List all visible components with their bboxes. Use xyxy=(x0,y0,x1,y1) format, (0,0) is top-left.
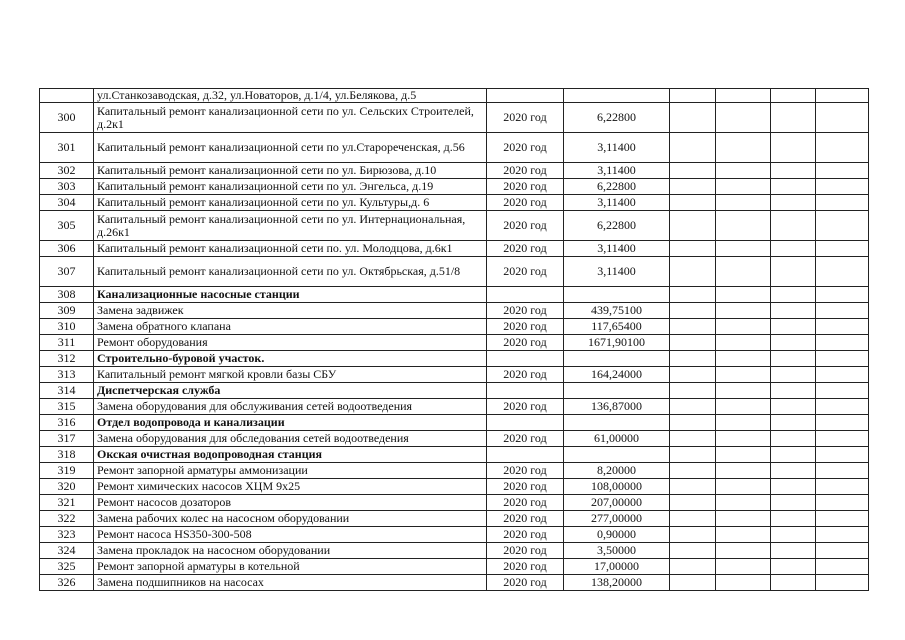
empty-cell xyxy=(670,103,716,133)
row-year-cell: 2020 год xyxy=(487,511,564,527)
empty-cell xyxy=(771,447,816,463)
empty-cell xyxy=(670,559,716,575)
row-number-cell: 321 xyxy=(40,495,94,511)
empty-cell xyxy=(716,415,771,431)
row-year-cell xyxy=(487,383,564,399)
empty-cell xyxy=(771,257,816,287)
empty-cell xyxy=(716,399,771,415)
empty-cell xyxy=(771,179,816,195)
row-description-cell: Замена прокладок на насосном оборудовании xyxy=(94,543,487,559)
row-description-cell: Замена подшипников на насосах xyxy=(94,575,487,591)
empty-cell xyxy=(771,511,816,527)
table-row xyxy=(40,241,869,257)
row-year-cell xyxy=(487,89,564,103)
row-description-cell: Капитальный ремонт канализационной сети по ул. Бирюзова, д.10 xyxy=(94,163,487,179)
empty-cell xyxy=(716,89,771,103)
row-value-cell: 164,24000 xyxy=(564,367,670,383)
empty-cell xyxy=(716,495,771,511)
row-number-cell: 301 xyxy=(40,133,94,163)
empty-cell xyxy=(670,415,716,431)
row-year-cell: 2020 год xyxy=(487,543,564,559)
empty-cell xyxy=(716,543,771,559)
row-number-cell: 319 xyxy=(40,463,94,479)
table-row xyxy=(40,479,869,495)
row-year-cell: 2020 год xyxy=(487,195,564,211)
table-row xyxy=(40,195,869,211)
empty-cell xyxy=(771,303,816,319)
empty-cell xyxy=(816,511,869,527)
table-row xyxy=(40,335,869,351)
empty-cell xyxy=(771,163,816,179)
row-number-cell: 302 xyxy=(40,163,94,179)
row-value-cell: 17,00000 xyxy=(564,559,670,575)
empty-cell xyxy=(716,431,771,447)
row-description-cell: Отдел водопровода и канализации xyxy=(94,415,487,431)
row-value-cell: 136,87000 xyxy=(564,399,670,415)
row-number-cell: 306 xyxy=(40,241,94,257)
row-description-cell: Капитальный ремонт канализационной сети по ул. Сельских Строителей, д.2к1 xyxy=(94,103,487,133)
empty-cell xyxy=(816,303,869,319)
empty-cell xyxy=(670,527,716,543)
row-value-cell: 6,22800 xyxy=(564,103,670,133)
empty-cell xyxy=(816,479,869,495)
empty-cell xyxy=(816,133,869,163)
empty-cell xyxy=(670,133,716,163)
empty-cell xyxy=(771,351,816,367)
row-number-cell: 312 xyxy=(40,351,94,367)
empty-cell xyxy=(771,335,816,351)
empty-cell xyxy=(670,211,716,241)
empty-cell xyxy=(771,399,816,415)
empty-cell xyxy=(670,241,716,257)
row-description-cell: ул.Станкозаводская, д.32, ул.Новаторов, д.1/4, ул.Белякова, д.5 xyxy=(94,89,487,103)
table-row xyxy=(40,103,869,133)
empty-cell xyxy=(771,415,816,431)
row-value-cell xyxy=(564,89,670,103)
row-value-cell: 277,00000 xyxy=(564,511,670,527)
table-row xyxy=(40,163,869,179)
empty-cell xyxy=(716,511,771,527)
empty-cell xyxy=(670,179,716,195)
empty-cell xyxy=(670,479,716,495)
empty-cell xyxy=(670,195,716,211)
empty-cell xyxy=(771,103,816,133)
empty-cell xyxy=(670,367,716,383)
row-description-cell: Замена рабочих колес на насосном оборудовании xyxy=(94,511,487,527)
row-description-cell: Капитальный ремонт канализационной сети по ул. Культуры,д. 6 xyxy=(94,195,487,211)
row-year-cell: 2020 год xyxy=(487,431,564,447)
empty-cell xyxy=(816,351,869,367)
empty-cell xyxy=(816,195,869,211)
row-description-cell: Окская очистная водопроводная станция xyxy=(94,447,487,463)
row-value-cell: 1671,90100 xyxy=(564,335,670,351)
empty-cell xyxy=(816,89,869,103)
table-row xyxy=(40,543,869,559)
empty-cell xyxy=(816,257,869,287)
empty-cell xyxy=(670,511,716,527)
row-description-cell: Диспетчерская служба xyxy=(94,383,487,399)
row-value-cell: 8,20000 xyxy=(564,463,670,479)
table-row xyxy=(40,303,869,319)
row-year-cell: 2020 год xyxy=(487,527,564,543)
row-description-cell: Ремонт запорной арматуры в котельной xyxy=(94,559,487,575)
empty-cell xyxy=(816,241,869,257)
works-table xyxy=(39,88,869,591)
row-value-cell: 6,22800 xyxy=(564,179,670,195)
table-row xyxy=(40,415,869,431)
table-row xyxy=(40,431,869,447)
row-number-cell: 311 xyxy=(40,335,94,351)
empty-cell xyxy=(670,495,716,511)
empty-cell xyxy=(716,211,771,241)
row-number-cell: 323 xyxy=(40,527,94,543)
empty-cell xyxy=(816,399,869,415)
row-number-cell: 320 xyxy=(40,479,94,495)
row-value-cell: 439,75100 xyxy=(564,303,670,319)
empty-cell xyxy=(716,133,771,163)
empty-cell xyxy=(771,543,816,559)
empty-cell xyxy=(670,447,716,463)
empty-cell xyxy=(670,431,716,447)
empty-cell xyxy=(771,559,816,575)
row-value-cell xyxy=(564,351,670,367)
row-year-cell: 2020 год xyxy=(487,367,564,383)
table-row xyxy=(40,287,869,303)
row-value-cell: 3,11400 xyxy=(564,195,670,211)
empty-cell xyxy=(771,133,816,163)
empty-cell xyxy=(716,257,771,287)
row-description-cell: Капитальный ремонт канализационной сети по ул. Энгельса, д.19 xyxy=(94,179,487,195)
row-description-cell: Замена оборудования для обслуживания сетей водоотведения xyxy=(94,399,487,415)
row-value-cell: 207,00000 xyxy=(564,495,670,511)
empty-cell xyxy=(716,575,771,591)
row-value-cell xyxy=(564,383,670,399)
row-value-cell: 3,11400 xyxy=(564,133,670,163)
empty-cell xyxy=(771,479,816,495)
row-year-cell: 2020 год xyxy=(487,319,564,335)
empty-cell xyxy=(771,211,816,241)
row-year-cell: 2020 год xyxy=(487,495,564,511)
row-number-cell: 315 xyxy=(40,399,94,415)
row-value-cell: 61,00000 xyxy=(564,431,670,447)
row-number-cell: 305 xyxy=(40,211,94,241)
row-number-cell: 310 xyxy=(40,319,94,335)
empty-cell xyxy=(670,543,716,559)
empty-cell xyxy=(670,303,716,319)
row-year-cell: 2020 год xyxy=(487,241,564,257)
row-description-cell: Капитальный ремонт канализационной сети по ул. Интернациональная, д.26к1 xyxy=(94,211,487,241)
row-description-cell: Капитальный ремонт канализационной сети по. ул. Молодцова, д.6к1 xyxy=(94,241,487,257)
row-year-cell: 2020 год xyxy=(487,163,564,179)
empty-cell xyxy=(816,211,869,241)
empty-cell xyxy=(716,527,771,543)
empty-cell xyxy=(771,431,816,447)
empty-cell xyxy=(670,257,716,287)
row-year-cell: 2020 год xyxy=(487,133,564,163)
row-value-cell: 108,00000 xyxy=(564,479,670,495)
empty-cell xyxy=(716,319,771,335)
empty-cell xyxy=(816,335,869,351)
table-body xyxy=(40,89,869,591)
row-description-cell: Капитальный ремонт канализационной сети по ул. Октябрьская, д.51/8 xyxy=(94,257,487,287)
row-description-cell: Канализационные насосные станции xyxy=(94,287,487,303)
row-year-cell: 2020 год xyxy=(487,463,564,479)
row-description-cell: Ремонт химических насосов ХЦМ 9х25 xyxy=(94,479,487,495)
row-description-cell: Ремонт насосов дозаторов xyxy=(94,495,487,511)
empty-cell xyxy=(716,241,771,257)
empty-cell xyxy=(771,319,816,335)
row-value-cell: 3,11400 xyxy=(564,241,670,257)
empty-cell xyxy=(816,103,869,133)
empty-cell xyxy=(716,559,771,575)
table-row xyxy=(40,399,869,415)
empty-cell xyxy=(716,103,771,133)
empty-cell xyxy=(716,463,771,479)
empty-cell xyxy=(670,463,716,479)
row-value-cell xyxy=(564,447,670,463)
empty-cell xyxy=(716,351,771,367)
empty-cell xyxy=(816,415,869,431)
row-number-cell: 324 xyxy=(40,543,94,559)
empty-cell xyxy=(670,399,716,415)
row-number-cell: 308 xyxy=(40,287,94,303)
row-value-cell xyxy=(564,287,670,303)
empty-cell xyxy=(771,495,816,511)
row-number-cell: 313 xyxy=(40,367,94,383)
empty-cell xyxy=(771,527,816,543)
row-value-cell: 3,11400 xyxy=(564,163,670,179)
row-value-cell: 3,50000 xyxy=(564,543,670,559)
empty-cell xyxy=(816,447,869,463)
row-value-cell xyxy=(564,415,670,431)
empty-cell xyxy=(716,367,771,383)
row-year-cell: 2020 год xyxy=(487,303,564,319)
empty-cell xyxy=(670,351,716,367)
empty-cell xyxy=(816,163,869,179)
table-row xyxy=(40,179,869,195)
empty-cell xyxy=(670,575,716,591)
empty-cell xyxy=(670,319,716,335)
empty-cell xyxy=(716,303,771,319)
row-year-cell xyxy=(487,351,564,367)
table-row xyxy=(40,527,869,543)
row-number-cell: 300 xyxy=(40,103,94,133)
row-description-cell: Замена оборудования для обследования сетей водоотведения xyxy=(94,431,487,447)
empty-cell xyxy=(816,383,869,399)
row-number-cell: 317 xyxy=(40,431,94,447)
row-description-cell: Строительно-буровой участок. xyxy=(94,351,487,367)
row-value-cell: 3,11400 xyxy=(564,257,670,287)
row-number-cell: 326 xyxy=(40,575,94,591)
empty-cell xyxy=(670,335,716,351)
table-row xyxy=(40,133,869,163)
empty-cell xyxy=(670,383,716,399)
empty-cell xyxy=(771,367,816,383)
row-year-cell xyxy=(487,287,564,303)
row-description-cell: Ремонт запорной арматуры аммонизации xyxy=(94,463,487,479)
empty-cell xyxy=(816,463,869,479)
empty-cell xyxy=(816,559,869,575)
row-description-cell: Замена обратного клапана xyxy=(94,319,487,335)
table-row xyxy=(40,211,869,241)
row-number-cell: 318 xyxy=(40,447,94,463)
row-number-cell: 314 xyxy=(40,383,94,399)
empty-cell xyxy=(816,319,869,335)
table-row xyxy=(40,367,869,383)
empty-cell xyxy=(771,383,816,399)
table-row xyxy=(40,575,869,591)
empty-cell xyxy=(716,163,771,179)
row-year-cell: 2020 год xyxy=(487,211,564,241)
row-year-cell xyxy=(487,447,564,463)
empty-cell xyxy=(771,463,816,479)
row-year-cell: 2020 год xyxy=(487,479,564,495)
table-row xyxy=(40,463,869,479)
row-year-cell: 2020 год xyxy=(487,257,564,287)
row-year-cell: 2020 год xyxy=(487,399,564,415)
empty-cell xyxy=(816,575,869,591)
table-row xyxy=(40,351,869,367)
table-row xyxy=(40,495,869,511)
row-description-cell: Ремонт оборудования xyxy=(94,335,487,351)
row-number-cell: 307 xyxy=(40,257,94,287)
table-row xyxy=(40,559,869,575)
table-row xyxy=(40,383,869,399)
row-year-cell: 2020 год xyxy=(487,575,564,591)
empty-cell xyxy=(771,89,816,103)
row-description-cell: Капитальный ремонт мягкой кровли базы СБУ xyxy=(94,367,487,383)
row-number-cell: 309 xyxy=(40,303,94,319)
empty-cell xyxy=(771,575,816,591)
empty-cell xyxy=(816,495,869,511)
table-row xyxy=(40,511,869,527)
row-number-cell: 325 xyxy=(40,559,94,575)
row-value-cell: 0,90000 xyxy=(564,527,670,543)
row-number-cell: 316 xyxy=(40,415,94,431)
empty-cell xyxy=(771,195,816,211)
table-row xyxy=(40,447,869,463)
table-row xyxy=(40,257,869,287)
row-year-cell: 2020 год xyxy=(487,335,564,351)
row-year-cell xyxy=(487,415,564,431)
empty-cell xyxy=(816,543,869,559)
row-number-cell: 322 xyxy=(40,511,94,527)
empty-cell xyxy=(716,195,771,211)
table-row xyxy=(40,319,869,335)
empty-cell xyxy=(816,367,869,383)
empty-cell xyxy=(716,479,771,495)
empty-cell xyxy=(716,179,771,195)
row-value-cell: 117,65400 xyxy=(564,319,670,335)
row-description-cell: Ремонт насоса HS350-300-508 xyxy=(94,527,487,543)
row-number-cell: 304 xyxy=(40,195,94,211)
row-description-cell: Капитальный ремонт канализационной сети по ул.Старореченская, д.56 xyxy=(94,133,487,163)
row-year-cell: 2020 год xyxy=(487,179,564,195)
empty-cell xyxy=(670,89,716,103)
empty-cell xyxy=(716,287,771,303)
empty-cell xyxy=(670,163,716,179)
empty-cell xyxy=(816,287,869,303)
empty-cell xyxy=(816,527,869,543)
row-number-cell xyxy=(40,89,94,103)
empty-cell xyxy=(816,431,869,447)
table-row xyxy=(40,89,869,103)
empty-cell xyxy=(670,287,716,303)
empty-cell xyxy=(771,287,816,303)
row-number-cell: 303 xyxy=(40,179,94,195)
empty-cell xyxy=(716,447,771,463)
row-value-cell: 6,22800 xyxy=(564,211,670,241)
row-year-cell: 2020 год xyxy=(487,103,564,133)
row-year-cell: 2020 год xyxy=(487,559,564,575)
empty-cell xyxy=(816,179,869,195)
empty-cell xyxy=(716,383,771,399)
empty-cell xyxy=(771,241,816,257)
row-value-cell: 138,20000 xyxy=(564,575,670,591)
row-description-cell: Замена задвижек xyxy=(94,303,487,319)
empty-cell xyxy=(716,335,771,351)
